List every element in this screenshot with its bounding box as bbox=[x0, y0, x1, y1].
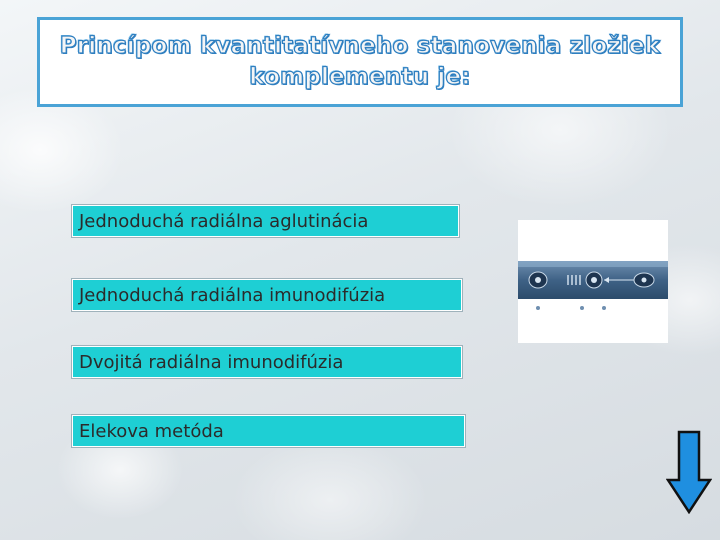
answer-option-4[interactable]: Elekova metóda bbox=[72, 415, 465, 447]
slide-title-line-1: Princípom kvantitatívneho stanovenia zložiek bbox=[59, 33, 661, 59]
arrow-down-icon bbox=[666, 430, 712, 514]
electrophoresis-image bbox=[518, 220, 668, 343]
answer-option-3[interactable]: Dvojitá radiálna imunodifúzia bbox=[72, 346, 462, 378]
answer-option-1[interactable]: Jednoduchá radiálna aglutinácia bbox=[72, 205, 459, 237]
slide-title-box bbox=[37, 17, 683, 107]
answer-option-2[interactable]: Jednoduchá radiálna imunodifúzia bbox=[72, 279, 462, 311]
slide-title-line-2: komplementu je: bbox=[249, 64, 471, 90]
